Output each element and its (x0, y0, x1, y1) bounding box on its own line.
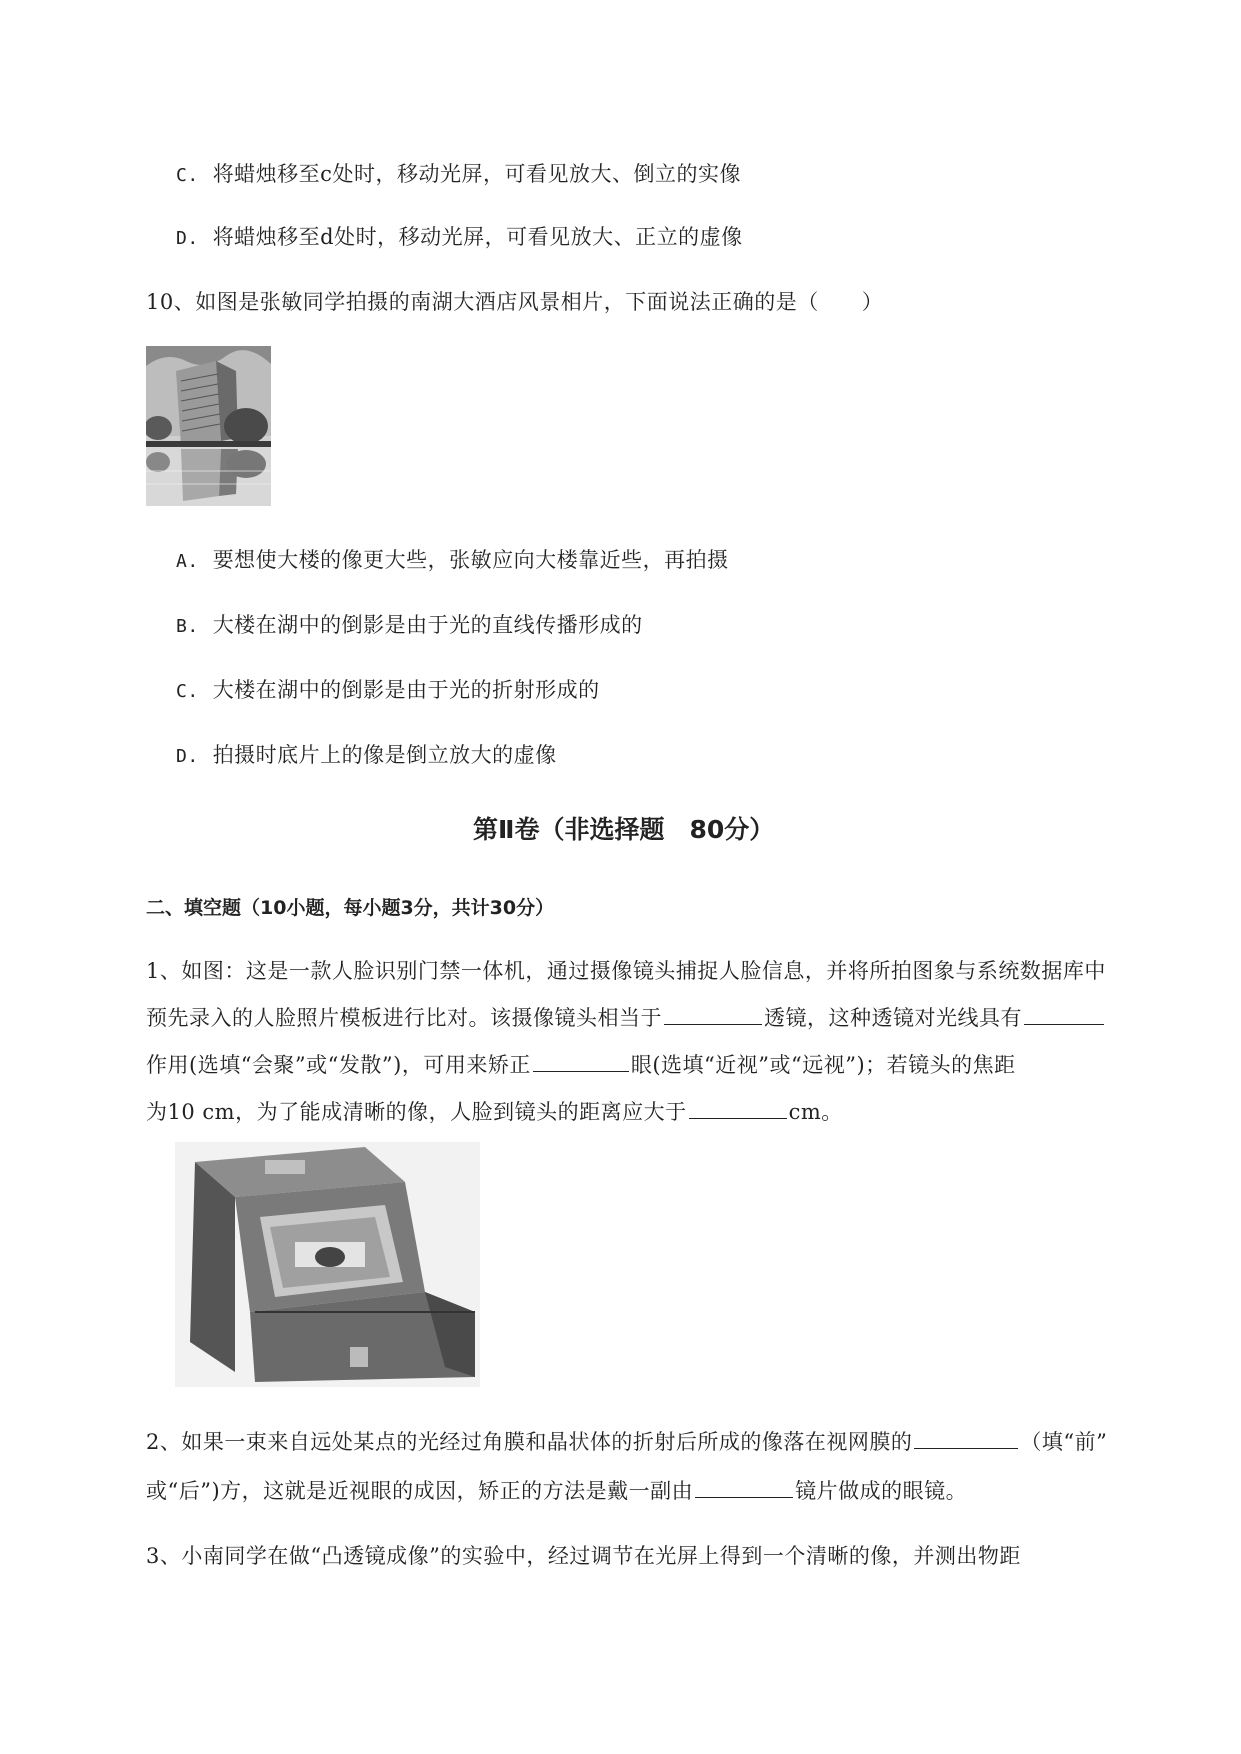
option-text: 将蜡烛移至d处时，移动光屏，可看见放大、正立的虚像 (212, 225, 743, 249)
text-segment: 作用(选填“会聚”或“发散”)，可用来矫正 (146, 1053, 531, 1077)
answer-blank[interactable] (664, 1004, 762, 1025)
text-segment: 为10 cm，为了能成清晰的像，人脸到镜头的距离应大于 (146, 1100, 687, 1124)
q10-stem: 10、如图是张敏同学拍摄的南湖大酒店风景相片，下面说法正确的是（ ） (146, 290, 884, 314)
q10-option-a (176, 544, 729, 574)
fq2-line2 (146, 1475, 967, 1505)
text-segment: 透镜，这种透镜对光线具有 (764, 1006, 1022, 1030)
face-recognition-device-photo (175, 1142, 480, 1387)
option-text: 将蜡烛移至c处时，移动光屏，可看见放大、倒立的实像 (212, 162, 741, 186)
option-mark: D. (176, 746, 199, 767)
hotel-photo (146, 346, 271, 506)
text-segment: 预先录入的人脸照片模板进行比对。该摄像镜头相当于 (146, 1006, 662, 1030)
text-segment: 镜片做成的眼镜。 (795, 1479, 968, 1503)
option-mark: C. (176, 165, 199, 186)
answer-blank[interactable] (914, 1428, 1018, 1449)
text-segment: 或“后”)方，这就是近视眼的成因，矫正的方法是戴一副由 (146, 1479, 694, 1503)
option-mark: D. (176, 228, 199, 249)
answer-blank[interactable] (689, 1098, 787, 1119)
option-mark: B. (176, 616, 199, 637)
option-text: 大楼在湖中的倒影是由于光的直线传播形成的 (212, 613, 643, 637)
q10-option-b (176, 609, 643, 639)
fq1-line4 (146, 1096, 843, 1126)
option-mark: C. (176, 681, 199, 702)
fq1-line1: 1、如图：这是一款人脸识别门禁一体机，通过摄像镜头捕捉人脸信息，并将所拍图象与系统数据库中 (146, 959, 1106, 983)
q10-option-d (176, 739, 557, 769)
option-mark: A. (176, 551, 199, 572)
section-heading: 二、填空题（10小题，每小题3分，共计30分） (146, 897, 555, 919)
text-segment: （填“前” (1020, 1430, 1108, 1454)
q9-option-d (176, 221, 743, 251)
q10-option-c (176, 674, 600, 704)
option-text: 拍摄时底片上的像是倒立放大的虚像 (212, 743, 557, 767)
answer-blank[interactable] (1024, 1004, 1104, 1025)
q9-option-c (176, 158, 741, 188)
answer-blank[interactable] (695, 1477, 793, 1498)
fq1-line3 (146, 1049, 1016, 1079)
text-segment: 2、如果一束来自远处某点的光经过角膜和晶状体的折射后所成的像落在视网膜的 (146, 1430, 913, 1454)
option-text: 要想使大楼的像更大些，张敏应向大楼靠近些，再拍摄 (212, 548, 729, 572)
text-segment: cm。 (788, 1100, 843, 1124)
fq2-line1 (146, 1426, 1107, 1456)
answer-blank[interactable] (533, 1051, 629, 1072)
fq1-line2 (146, 1002, 1106, 1032)
part2-title: 第Ⅱ卷（非选择题 80分） (473, 815, 775, 844)
option-text: 大楼在湖中的倒影是由于光的折射形成的 (212, 678, 600, 702)
fq3-line1: 3、小南同学在做“凸透镜成像”的实验中，经过调节在光屏上得到一个清晰的像，并测出物距 (146, 1544, 1021, 1568)
text-segment: 眼(选填“近视”或“远视”)；若镜头的焦距 (630, 1053, 1016, 1077)
